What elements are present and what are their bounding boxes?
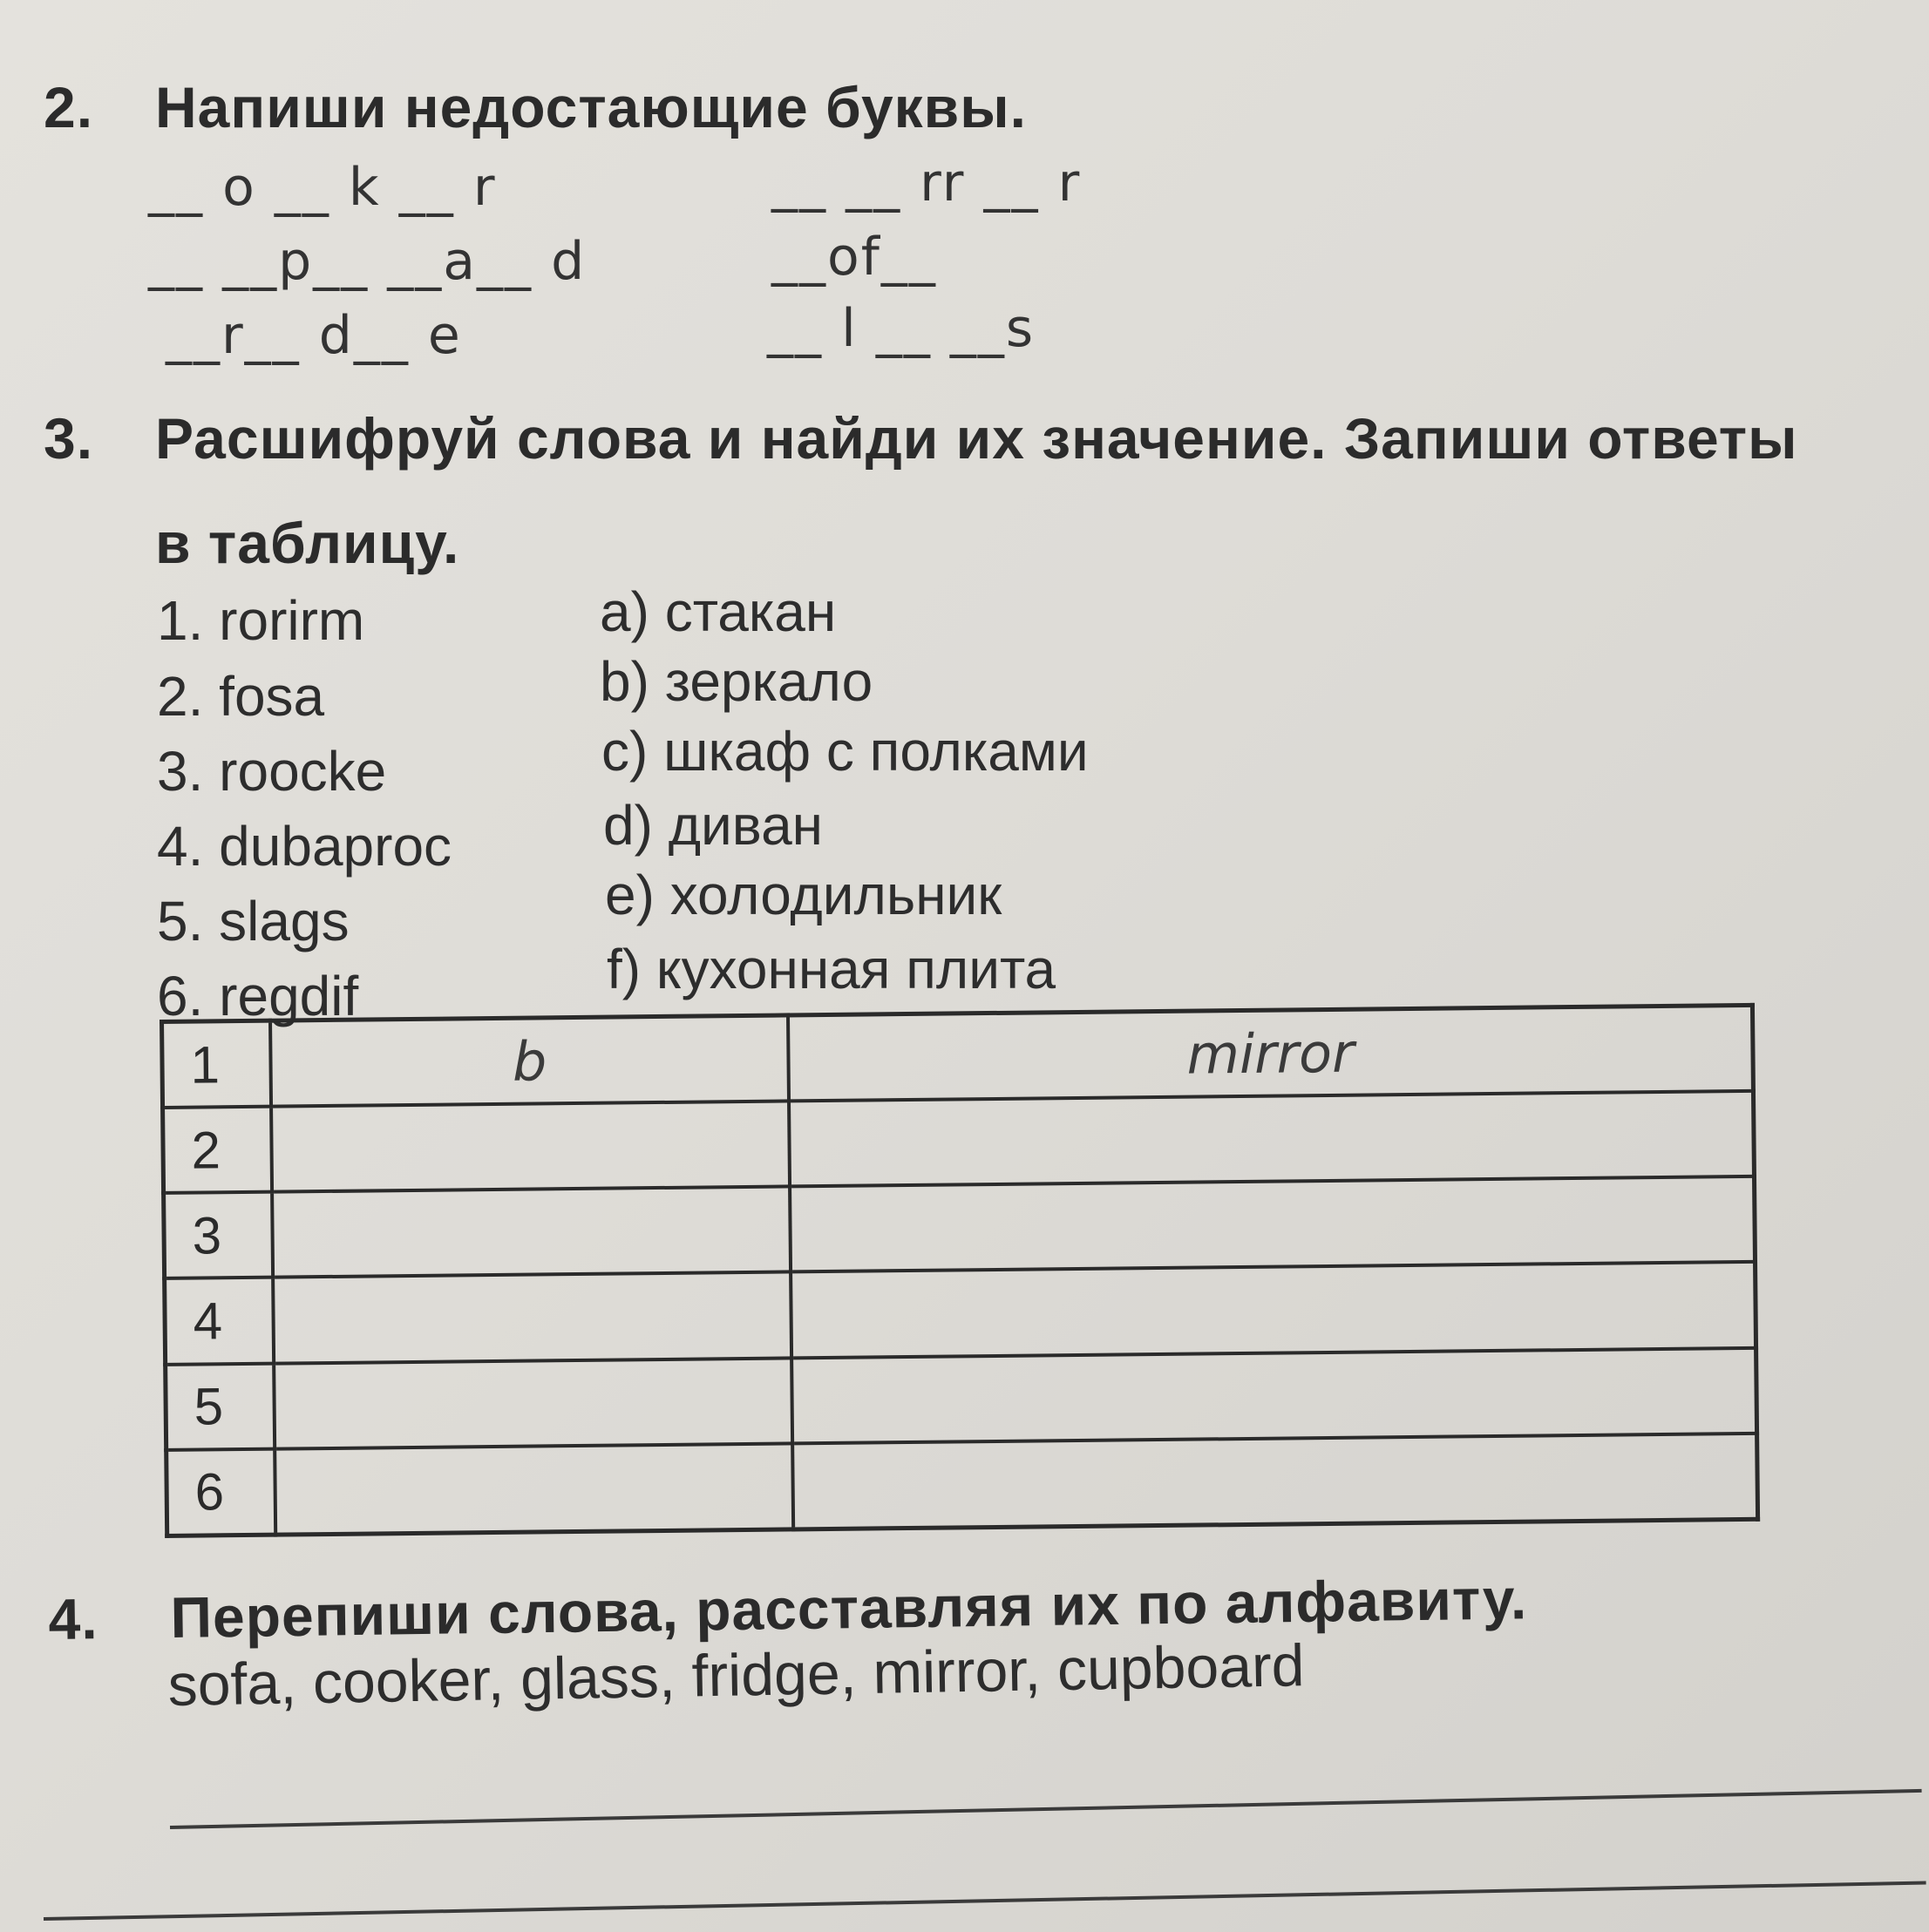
gap-word-right-1[interactable]: __ __ rr __ r bbox=[771, 153, 1082, 214]
meaning-option: f) кухонная плита bbox=[607, 938, 1056, 1000]
letter-cell[interactable] bbox=[275, 1443, 793, 1535]
handwritten-word: mirror bbox=[1186, 1020, 1355, 1087]
meaning-option: a) стакан bbox=[600, 580, 837, 643]
scrambled-word: 3. roocke bbox=[157, 740, 387, 803]
row-number: 2 bbox=[163, 1107, 273, 1193]
scrambled-word: 2. fosa bbox=[157, 665, 325, 728]
letter-cell[interactable] bbox=[272, 1187, 791, 1278]
word-cell[interactable] bbox=[788, 1005, 1753, 1101]
meaning-option: e) холодильник bbox=[605, 864, 1002, 926]
row-number: 6 bbox=[166, 1448, 276, 1535]
letter-cell[interactable] bbox=[270, 1015, 789, 1107]
table-row bbox=[166, 1434, 1758, 1536]
row-number: 4 bbox=[165, 1278, 275, 1364]
answer-line-2[interactable] bbox=[44, 1881, 1926, 1921]
table-row bbox=[162, 1005, 1754, 1108]
exercise-4-title: Перепиши слова, расставляя их по алфавиту. bbox=[170, 1566, 1528, 1651]
gap-word-left-1[interactable]: __ o __ k __ r bbox=[148, 157, 497, 218]
table-row bbox=[166, 1347, 1757, 1449]
word-cell[interactable] bbox=[791, 1262, 1756, 1358]
exercise-2-heading bbox=[44, 74, 1027, 140]
scrambled-word: 6. regdif bbox=[157, 965, 359, 1027]
letter-cell[interactable] bbox=[273, 1272, 791, 1363]
scrambled-word: 5. slags bbox=[157, 890, 350, 952]
exercise-3-title-line1: Расшифруй слова и найди их значение. Запиши ответы bbox=[155, 406, 1798, 471]
exercise-2-number: 2. bbox=[44, 75, 94, 139]
word-cell[interactable] bbox=[790, 1176, 1755, 1272]
table-row bbox=[163, 1091, 1755, 1193]
exercise-4-number: 4. bbox=[48, 1586, 99, 1651]
word-cell[interactable] bbox=[792, 1434, 1757, 1529]
meaning-option: b) зеркало bbox=[600, 650, 873, 713]
scrambled-word: 1. rorirm bbox=[157, 589, 365, 652]
letter-cell[interactable] bbox=[274, 1358, 792, 1448]
exercise-2-title: Напиши недостающие буквы. bbox=[155, 75, 1027, 139]
row-number: 1 bbox=[162, 1020, 272, 1108]
exercise-3-title-line2: в таблицу. bbox=[155, 511, 460, 575]
table-row bbox=[165, 1262, 1756, 1364]
exercise-3-number: 3. bbox=[44, 406, 94, 471]
word-list: sofa, cooker, glass, fridge, mirror, cupboard bbox=[167, 1632, 1306, 1718]
row-number: 5 bbox=[166, 1363, 275, 1449]
row-number: 3 bbox=[164, 1192, 274, 1278]
handwritten-letter: b bbox=[512, 1028, 547, 1094]
gap-word-left-3[interactable]: __r__ d__ e bbox=[166, 305, 462, 366]
exercise-3-heading bbox=[44, 405, 1797, 471]
word-cell[interactable] bbox=[789, 1091, 1754, 1187]
exercise-4-heading bbox=[48, 1565, 1528, 1652]
gap-word-right-3[interactable]: __ l __ __s bbox=[767, 298, 1036, 359]
answer-line-1[interactable] bbox=[170, 1789, 1922, 1829]
letter-cell[interactable] bbox=[271, 1102, 790, 1192]
scrambled-word: 4. dubaproc bbox=[157, 815, 452, 878]
gap-word-left-2[interactable]: __ __p__ __a__ d bbox=[148, 231, 587, 292]
word-cell[interactable] bbox=[791, 1347, 1756, 1443]
table-row bbox=[164, 1176, 1756, 1278]
gap-word-right-2[interactable]: __of__ bbox=[771, 227, 937, 288]
meaning-option: c) шкаф с полками bbox=[601, 720, 1089, 783]
answer-table bbox=[160, 1003, 1760, 1538]
meaning-option: d) диван bbox=[603, 794, 823, 857]
